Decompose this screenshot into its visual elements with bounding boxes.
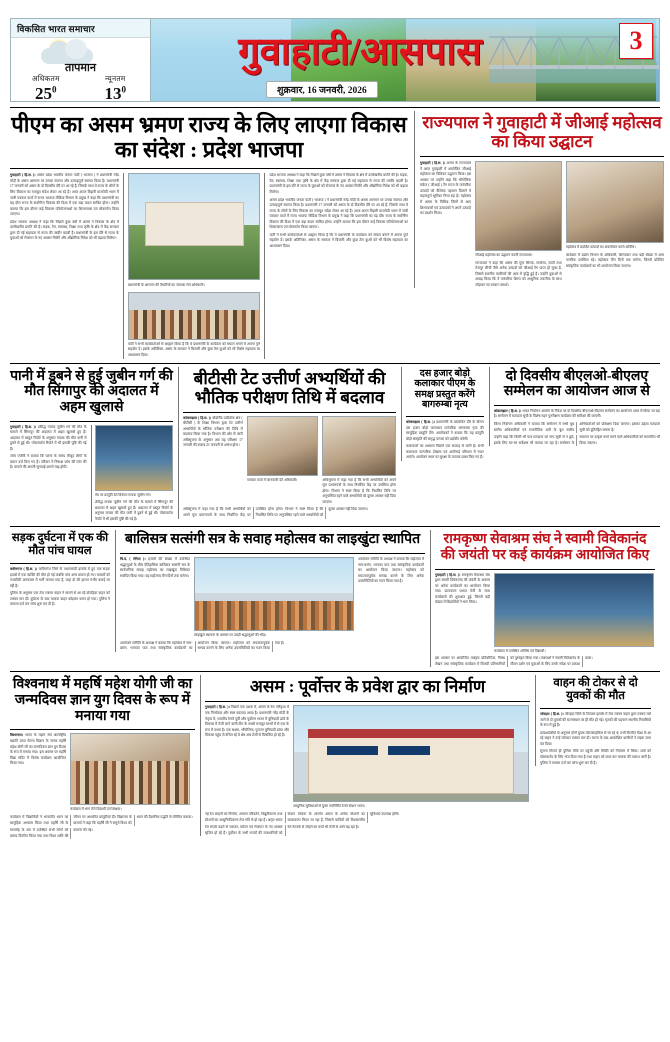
lead-headline: पीएम का असम भ्रमण राज्य के लिए लाएगा विकास का संदेश : प्रदेश भाजपा bbox=[11, 112, 407, 162]
tier2-d-rule bbox=[494, 405, 660, 406]
tier2-a-photo bbox=[95, 425, 173, 491]
tier4-b-headline: असम : पूर्वोत्तर के प्रवेश द्वार का निर्माण bbox=[249, 677, 486, 697]
tier3-b-col-1 bbox=[120, 557, 190, 639]
lead-col-3 bbox=[264, 173, 408, 358]
lead-photo-1-caption: प्रधानमंत्री के आगमन की तैयारियों का जायजा लेते अधिकारी। bbox=[127, 283, 205, 288]
tier3-c-headline: रामकृष्ण सेवाश्रम संघ ने स्वामी विवेकानंद की जयंती पर कई कार्यक्रम आयोजित किए bbox=[440, 532, 650, 563]
tier3-c-col-2 bbox=[494, 573, 654, 655]
tier2-d-text-3: उन्होंने कहा कि किसी भी पात्र मतदाता का नाम सूची से न छूटे, इसके लिए घर-घर सर्वेक्षण भी कराया जा रहा है। सम्मेलन के समापन पर उत्कृष्ट कार्य करने वाले अधिकारियों को सम्मानित भी किया जाएगा। bbox=[493, 435, 660, 445]
newspaper-page bbox=[0, 18, 670, 1042]
lead-col-1 bbox=[10, 173, 119, 358]
tier3-c-text-2: इस अवसर पर आयोजित वक्तृत्व प्रतियोगिता, निबंध लेखन तथा सांस्कृतिक कार्यक्रम में विजयी प्रतिभागियों को पुरस्कृत किया गया। वक्ताओं ने स्वामी विवेकानंद के जीवन दर्शन एवं युवाओं के लिए उनके संदेश पर प्रकाश डाला। bbox=[435, 656, 593, 666]
lead-photo-2 bbox=[128, 292, 261, 340]
min-temp-block bbox=[81, 74, 151, 102]
tier3-b-body bbox=[120, 557, 425, 639]
tier2-a-text-2: जांच एजेंसी ने बताया कि घटना के समय मौजूद लोगों के बयान दर्ज किए गए हैं। परिवार ने निष्पक्ष जांच की मांग की है। मामले की अगली सुनवाई अगले माह होगी। bbox=[10, 454, 87, 470]
issue-date: शुक्रवार, 16 जनवरी, 2026 bbox=[266, 81, 378, 98]
lead-body-region bbox=[10, 173, 408, 358]
tier2-b-col-3 bbox=[322, 416, 396, 506]
tier2-a-text-3: प्रसिद्ध गायक जुबीन गर्ग की मौत के मामले में सिंगापुर की अदालत में अहम खुलासे हुए हैं। अदालत में प्रस्तुत रिपोर्ट के अनुसार गायक की मौत पानी में डूबने से हुई थी। पोस्टमार्टम रिपोर्ट में भी इसकी पुष्टि की गई है। bbox=[94, 500, 173, 521]
lead-text-1: असम प्रदेश भारतीय जनता पार्टी ( भाजपा ) ने प्रधानमंत्री नरेंद्र मोदी के असम आगमन पर उनका स्वागत और उत्साहपूर्ण स्वागत किया है। प्रधानमंत्री 17 जनवरी को असम के दो दिवसीय दौरे पर आ रहे हैं, जिसके साथ ये राज्य के लोगों के लिए विकास का मजबूत संदेश लेकर आ रहे हैं। आज अटल बिहारी वाजपेयी भवन में जारी पत्रकार वार्ता में राज्य भाजपा मीडिया विभाग के प्रमुख ने कहा कि प्रधानमंत्री का यह दौरा राज्य के सर्वांगीण विकास की दिशा में एक बड़ा कदम साबित होगा। उन्होंने बताया कि इस दौरान कई विकास परियोजनाओं का शिलान्यास एवं लोकार्पण किया जाएगा। bbox=[10, 173, 119, 217]
tier4-c-rule bbox=[540, 708, 651, 709]
tier3-b-text-1: हजारों की संख्या में उपस्थित श्रद्धालुओं के बीच ऐतिहासिक बालिसत्र सत्संगी सत्र के सार्वजनिक सवाह महोत्सव का लाइखुंटा विधिवत स्थापित किया गया। यह महोत्सव तीन दिनों तक चलेगा। bbox=[120, 557, 190, 578]
max-temp-degree: 0 bbox=[52, 84, 57, 95]
lead-headline-rule bbox=[10, 168, 408, 169]
tier2-d-text-2: जिला निर्वाचन अधिकारी ने बताया कि सम्मेलन में सभी बूथ स्तरीय अधिकारियों एवं राजनीतिक दलों के बूथ स्तरीय अभिकर्ताओं को प्रशिक्षण दिया जाएगा। इसका उद्देश्य मतदाता सूची को त्रुटिरहित बनाना है। bbox=[493, 421, 660, 432]
tier3-c-body bbox=[435, 573, 655, 655]
tier2-c-text-2: कलाकारों का अभ्यास पिछले एक सप्ताह से जारी है। सभी कलाकार पारंपरिक डोखना एवं आरोनाई परिधान में नजर आएंगे। आयोजन स्थल पर सुरक्षा के व्यापक प्रबंध किए गए हैं। bbox=[406, 444, 484, 460]
tier3-b-text-3: आयोजन समिति के अध्यक्ष ने बताया कि महोत्सव में नाम-प्रसंग, भागवत पाठ तथा सांस्कृतिक कार्यक्रमों का आयोजन किया जाएगा। महोत्सव को सफलतापूर्वक सम्पन्न कराने के लिए अनेक उपसमितियों का गठन किया गया है। bbox=[120, 640, 285, 651]
tier4-a-text-3: समारोह के अंत में उपस्थित सभी लोगों को प्रसाद वितरित किया गया तथा विश्व शांति की कामना की गई। bbox=[10, 828, 93, 838]
tier2-a-col-2 bbox=[91, 425, 173, 523]
tier4-story-c bbox=[535, 675, 651, 766]
tier4-a-body bbox=[10, 733, 195, 813]
tier3-c-rule bbox=[435, 569, 655, 570]
weather-widget bbox=[11, 19, 151, 101]
tier4-a-text-1: भारत के महान संत अंतर्राष्ट्रीय ख्याति प्राप्त चेतना विज्ञान के जनक महर्षि महेश योगी जी का जन्मदिवस ज्ञान युग दिवस के रूप में मनाया गया। इस अवसर पर महर्षि विद्या मंदिर में विशेष कार्यक्रम आयोजित किया गया। bbox=[10, 733, 66, 766]
min-temp-value bbox=[81, 85, 151, 102]
tier2-a-rule bbox=[10, 421, 173, 422]
tier2-b-rule bbox=[183, 412, 396, 413]
tier4-a-col-2 bbox=[70, 733, 190, 813]
lead-text-4: प्रदेश भाजपा अध्यक्ष ने कहा कि पिछले कुछ वर्षों में असम ने विकास के क्षेत्र में उल्लेखनीय प्रगति की है। सड़क, रेल, स्वास्थ्य, शिक्षा तथा कृषि के क्षेत्र में केंद्र सरकार द्वारा दी गई सहायता से राज्य की तस्वीर बदली है। प्रधानमंत्री के इस दौरे से राज्य के युवाओं को रोजगार के नए अवसर मिलेंगे और औद्योगिक निवेश को भी बढ़ावा मिलेगा। bbox=[269, 173, 409, 194]
tier3-b-dateline: चि.दं. ( रंगिया )। bbox=[120, 557, 146, 561]
tier4-c-text-2: प्रत्यक्षदर्शियों के अनुसार दोनों युवक मोटरसाइकिल से जा रहे थे, तभी विपरीत दिशा से आ रहे वाहन ने उन्हें जोरदार टक्कर मार दी। घटना के बाद आक्रोशित ग्रामीणों ने सड़क जाम कर दिया। bbox=[540, 730, 651, 746]
tier3-b-text-2: आयोजन समिति के अध्यक्ष ने बताया कि महोत्सव में नाम-प्रसंग, भागवत पाठ तथा सांस्कृतिक कार्यक्रमों का आयोजन किया जाएगा। महोत्सव को सफलतापूर्वक सम्पन्न कराने के लिए अनेक उपसमितियों का गठन किया गया है। bbox=[358, 557, 424, 584]
tier4-b-col-2 bbox=[293, 705, 529, 810]
min-temp-degree: 0 bbox=[121, 84, 126, 95]
tier3-a-dateline: करीमगंज ( हि.स. )। bbox=[10, 567, 38, 572]
tier2-d-headline: दो दिवसीय बीएलओ-बीएलए सम्मेलन का आयोजन आज से bbox=[503, 368, 650, 400]
tier3-b-photo-caption: लाइखुंटा स्थापना के अवसर पर उमड़ी श्रद्धालुओं की भीड़। bbox=[194, 633, 267, 637]
tier3-a-rule bbox=[10, 563, 110, 564]
tier4-b-col-1 bbox=[205, 705, 289, 810]
masthead bbox=[10, 18, 660, 102]
tier2-b-photo-1 bbox=[247, 416, 319, 476]
tier4-b-photo-caption: आधुनिक सुविधाओं से युक्त नवनिर्मित रेलवे स्टेशन भवन। bbox=[293, 804, 365, 809]
tier3-divider bbox=[10, 671, 660, 672]
lead-photo-1 bbox=[128, 173, 261, 280]
tier4-region bbox=[0, 675, 670, 839]
page-number-badge: 3 bbox=[619, 23, 653, 59]
tier4-a-col-1 bbox=[10, 733, 66, 813]
tier3-c-photo-caption: कार्यक्रम में उपस्थित अतिथि एवं विद्यार्थी। bbox=[494, 648, 546, 653]
max-temp-block bbox=[11, 74, 81, 102]
tier4-a-dateline: विश्वनाथ। bbox=[10, 733, 24, 738]
tier2-a-body bbox=[10, 425, 173, 523]
tier2-b-photo-caption: पत्रकार वार्ता में जानकारी देते अधिकारी। bbox=[246, 477, 298, 482]
tier3-b-headline: बालिसत्र सत्संगी सत्र के सवाह महोत्सव का लाइखुंटा स्थापित bbox=[124, 532, 421, 548]
max-temp-value bbox=[11, 85, 81, 102]
min-temp-number: 13 bbox=[104, 84, 122, 102]
tier4-c-headline: वाहन की टोकर से दो युवकों की मौत bbox=[553, 677, 638, 703]
tier2-a-dateline: गुवाहाटी ( हि.स. )। bbox=[10, 424, 37, 429]
governor-text-2: राज्यपाल ने कहा कि असम की मुगा सिल्क, गामोसा, जापी तथा तेजपुर लीची जैसे अनेक उत्पादों को जीआई टैग प्राप्त हो चुका है, जिससे स्थानीय कारीगरों की आय में वृद्धि हुई है। उन्होंने युवाओं से आग्रह किया कि वे पारंपरिक शिल्प को आधुनिक तकनीक के साथ जोड़कर नए बाजार तलाशें। bbox=[475, 260, 562, 287]
tier2-story-a bbox=[10, 367, 173, 523]
tier4-a-rule bbox=[10, 729, 195, 730]
tier4-b-dateline: गुवाहाटी ( हि.स. )। bbox=[205, 705, 230, 710]
tier3-story-b bbox=[115, 530, 425, 651]
governor-paragraph-1 bbox=[420, 161, 471, 217]
lead-text-2: प्रदेश भाजपा अध्यक्ष ने कहा कि पिछले कुछ वर्षों में असम ने विकास के क्षेत्र में उल्लेखनीय प्रगति की है। सड़क, रेल, स्वास्थ्य, शिक्षा तथा कृषि के क्षेत्र में केंद्र सरकार द्वारा दी गई सहायता से राज्य की तस्वीर बदली है। प्रधानमंत्री के इस दौरे से राज्य के युवाओं को रोजगार के नए अवसर मिलेंगे और औद्योगिक निवेश को भी बढ़ावा मिलेगा। bbox=[10, 219, 119, 241]
governor-headline: राज्यपाल ने गुवाहाटी में जीआई महोत्सव का किया उद्घाटन bbox=[422, 113, 662, 152]
tier4-story-b bbox=[200, 675, 530, 836]
temperature-label: तापमान bbox=[65, 62, 96, 74]
tier3-a-text-2: पुलिस के अनुसार एक तेज रफ्तार वाहन ने सामने से आ रहे दोपहिया वाहन को टक्कर मार दी। दुर्घटना के बाद चालक वाहन छोड़कर फरार हो गया। पुलिस ने मामला दर्ज कर जांच शुरू कर दी है। bbox=[10, 591, 110, 607]
tier1-divider bbox=[10, 363, 660, 364]
governor-col-1 bbox=[420, 161, 471, 288]
tier2-story-d bbox=[489, 367, 660, 447]
lead-text-6: पार्टी ने सभी कार्यकर्ताओं से आह्वान किया है कि वे प्रधानमंत्री के कार्यक्रम को सफल बनाने में अपना पूर्ण सहयोग दें। इसके अतिरिक्त, असम के सरकार ने बिजली और कुछ तेल कुओं को भी विशेष सहायता का आश्वासन दिया। bbox=[269, 232, 409, 248]
governor-col-3 bbox=[566, 161, 664, 288]
governor-photo-1-caption: जीआई महोत्सव का उद्घाटन करतीं राज्यपाल। bbox=[475, 253, 533, 258]
tier3-c-col-1 bbox=[435, 573, 490, 655]
tier2-c-headline: दस हजार बोड़ो कलाकार पीएम के समक्ष प्रस्तुत करेंगे बागरुम्बा नृत्य bbox=[414, 368, 476, 411]
tier2-region bbox=[0, 367, 670, 523]
lead-dateline: गुवाहाटी ( हि.स. )। bbox=[10, 173, 36, 178]
governor-photo-1 bbox=[475, 161, 562, 251]
tier2-c-rule bbox=[406, 416, 484, 417]
tier3-b-col-2 bbox=[194, 557, 354, 639]
tier4-a-headline: विश्वनाथ में महर्षि महेश योगी जी का जन्मदिवस ज्ञान युग दिवस के रूप में मनाया गया bbox=[12, 677, 193, 724]
max-temp-label: अधिकतम bbox=[31, 74, 60, 83]
masthead-divider bbox=[10, 107, 660, 108]
governor-photo-2 bbox=[566, 161, 664, 243]
tier4-a-photo-caption: कार्यक्रम में भाग लेते विद्यार्थी एवं शिक्षक। bbox=[70, 807, 122, 812]
tier3-story-c bbox=[430, 530, 655, 667]
tier4-b-rule bbox=[205, 701, 530, 702]
tier2-b-dateline: कोकराझार ( हि.स. )। bbox=[183, 415, 212, 420]
tier4-a-text-2: कार्यक्रम में विद्यार्थियों ने भावातीत ध्यान का सामूहिक अभ्यास किया तथा महर्षि जी के जीवन पर आधारित प्रस्तुतियां दीं। विद्यालय के प्राचार्य ने कहा कि महर्षि जी ने समूचे विश्व को ध्यान की वैज्ञानिक पद्धति से परिचित कराया। bbox=[10, 814, 193, 825]
max-temp-number: 25 bbox=[35, 84, 52, 102]
tier2-story-b bbox=[178, 367, 396, 519]
tier2-a-headline: पानी में डूबने से हुई जुबीन गर्ग की मौत सिंगापुर की अदालत में अहम खुलासे bbox=[10, 368, 173, 415]
lead-text-5: असम प्रदेश भारतीय जनता पार्टी ( भाजपा ) ने प्रधानमंत्री नरेंद्र मोदी के असम आगमन पर उनका स्वागत और उत्साहपूर्ण स्वागत किया है। प्रधानमंत्री 17 जनवरी को असम के दो दिवसीय दौरे पर आ रहे हैं, जिसके साथ ये राज्य के लोगों के लिए विकास का मजबूत संदेश लेकर आ रहे हैं। आज अटल बिहारी वाजपेयी भवन में जारी पत्रकार वार्ता में राज्य भाजपा मीडिया विभाग के प्रमुख ने कहा कि प्रधानमंत्री का यह दौरा राज्य के सर्वांगीण विकास की दिशा में एक बड़ा कदम साबित होगा। उन्होंने बताया कि इस दौरान कई विकास परियोजनाओं का शिलान्यास एवं लोकार्पण किया जाएगा। bbox=[269, 197, 409, 230]
governor-body-region bbox=[420, 161, 664, 288]
tier3-c-text-1: रामकृष्ण सेवाश्रम संघ द्वारा स्वामी विवेकानंद की जयंती के अवसर पर अनेक कार्यक्रमों का आयोजन किया गया। प्रातःकाल प्रभात फेरी के साथ कार्यक्रमों की शुरुआत हुई, जिसमें बड़ी संख्या में विद्यार्थियों ने भाग लिया। bbox=[435, 572, 490, 605]
tier2-a-col-1 bbox=[10, 425, 87, 523]
tier4-b-text-3: रेल संपर्क बढ़ने से व्यापार, पर्यटन एवं रोजगार के नए अवसर सृजित हो रहे हैं। पूर्वोत्तर के सभी राज्यों की राजधानियों को रेल नेटवर्क से जोड़ने का कार्य भी तेजी से आगे बढ़ रहा है। bbox=[205, 825, 360, 835]
tier2-b-headline: बीटीसी टेट उत्तीर्ण अभ्यर्थियों की भौतिक परीक्षण तिथि में बदलाव bbox=[193, 368, 386, 407]
tier3-b-rule bbox=[120, 553, 425, 554]
lead-col-2 bbox=[123, 173, 261, 358]
governor-headline-rule bbox=[420, 156, 664, 157]
governor-text-3: कार्यक्रम में उद्योग विभाग के अधिकारी, शिल्पकार तथा बड़ी संख्या में आम नागरिक उपस्थित रहे। महोत्सव तीन दिनों तक चलेगा, जिसमें प्रतिदिन सांस्कृतिक कार्यक्रमों का भी आयोजन किया जाएगा। bbox=[565, 252, 664, 268]
tier3-a-text-1: करीमगंज जिले के पथारकांदी इलाके में हुए एक सड़क हादसे में एक व्यक्ति की मौत हो गई जबकि पांच अन्य घायल हो गए। घायलों को नजदीकी अस्पताल में भर्ती कराया गया है, जहां दो की हालत गंभीर बताई जा रही है। bbox=[10, 567, 110, 588]
tier3-c-photo bbox=[494, 573, 654, 647]
tier2-b-col-2 bbox=[247, 416, 319, 506]
governor-photo-2-caption: महोत्सव में प्रदर्शित उत्पादों का अवलोकन करते अतिथि। bbox=[565, 245, 636, 250]
tier2-a-photo-caption: मंच पर प्रस्तुति देते दिवंगत गायक जुबीन गर्ग। bbox=[94, 492, 151, 497]
tier2-b-text-2: अधिसूचना में कहा गया है कि सभी अभ्यर्थियों को अपने मूल प्रमाणपत्रों के साथ निर्धारित केंद्र पर उपस्थित होना होगा। विभाग ने स्पष्ट किया है कि निर्धारित तिथि पर अनुपस्थित रहने वाले अभ्यर्थियों को दूसरा अवसर नहीं दिया जाएगा। bbox=[322, 477, 396, 504]
tier3-a-headline: सड़क दुर्घटना में एक की मौत पांच घायल bbox=[11, 532, 109, 558]
tier3-c-dateline: गुवाहाटी ( हि.स. )। bbox=[435, 572, 461, 577]
governor-text-1: असम के राज्यपाल ने आज गुवाहाटी में आयोजित जीआई महोत्सव का विधिवत उद्घाटन किया। इस अवसर पर उन्होंने कहा कि भौगोलिक संकेत ( जीआई ) टैग राज्य के पारंपरिक उत्पादों को वैश्विक पहचान दिलाने में महत्वपूर्ण भूमिका निभा रहा है। महोत्सव में असम के विभिन्न जिलों से आए शिल्पकारों एवं उत्पादकों ने अपने उत्पादों का प्रदर्शन किया। bbox=[420, 161, 472, 216]
tier4-c-text-1: जोरहाट जिले के टिटाबर इलाके में तेज रफ्तार वाहन द्वारा टक्कर मारे जाने से दो युवकों की घटनास्थल पर ही मौत हो गई। मृतकों की पहचान स्थानीय निवासियों के रूप में हुई है। bbox=[540, 712, 651, 728]
tier3-story-a bbox=[10, 530, 110, 608]
tier2-d-dateline: कोकराझार ( हि.स. )। bbox=[493, 408, 522, 413]
min-temp-label: न्यूनतम bbox=[105, 74, 126, 83]
governor-dateline: गुवाहाटी ( हि.स. )। bbox=[420, 161, 446, 166]
tier4-b-photo bbox=[293, 705, 529, 802]
tier4-story-a bbox=[10, 675, 195, 839]
tier2-b-photo-2 bbox=[322, 416, 396, 476]
governor-story bbox=[414, 111, 664, 288]
tier2-c-text-1: प्रधानमंत्री के प्रस्तावित दौरे के दौरान दस हजार बोड़ो कलाकार पारंपरिक बागरुम्बा नृत्य की सामूहिक प्रस्तुति देंगे। आयोजकों ने बताया कि यह प्रस्तुति बोड़ो संस्कृति की समृद्ध परंपरा को प्रदर्शित करेगी। bbox=[406, 420, 484, 441]
tier4-b-text-1: पिछले एक दशक में, असम के रेल परिदृश्य में एक निर्णायक और स्पष्ट बदलाव आया है। प्रधानमंत्री नरेंद्र मोदी के नेतृत्व में, भारतीय रेलवे पूर्वी और पूर्वोत्तर भारत में बुनियादी ढांचे के विकास में तेजी लाने वाली टीम के सबसे मजबूत स्तंभों में से एक के रूप में उभरा है। एक सक्षम, भौगोलिक, पुरातन बुनियादी ढांचा और विकास पहुंच से वंचित रहे ये क्षेत्र अब तेजी से विकसित हो रहे हैं। bbox=[205, 705, 289, 738]
tier2-b-col-1 bbox=[183, 416, 243, 506]
tier4-c-text-3: सूचना मिलते ही पुलिस मौके पर पहुंची और स्थिति को नियंत्रण में लिया। शवों को पोस्टमार्टम के लिए भेज दिया गया है तथा वाहन को जब्त कर चालक की तलाश जारी है। पुलिस ने मामला दर्ज कर जांच शुरू कर दी है। bbox=[540, 749, 651, 765]
tier2-c-dateline: कोकराझार ( हि.स. )। bbox=[406, 420, 435, 424]
brand-tagline: विकसित भारत समाचार bbox=[11, 19, 150, 38]
tier1-region bbox=[0, 111, 670, 359]
tier2-divider bbox=[10, 526, 660, 527]
tier3-b-photo bbox=[194, 557, 354, 631]
tier4-c-dateline: जोरहाट ( हि.स. )। bbox=[540, 712, 564, 717]
tier3-b-col-3 bbox=[358, 557, 424, 639]
tier4-b-body bbox=[205, 705, 530, 810]
lead-text-3: पार्टी ने सभी कार्यकर्ताओं से आह्वान किया है कि वे प्रधानमंत्री के कार्यक्रम को सफल बनाने में अपना पूर्ण सहयोग दें। इसके अतिरिक्त, असम के सरकार ने बिजली और कुछ तेल कुओं को भी विशेष सहायता का आश्वासन दिया। bbox=[127, 341, 261, 357]
tier4-b-text-2: नई रेल लाइनों का निर्माण, आमान परिवर्तन, विद्युतीकरण तथा स्टेशनों का आधुनिकीकरण तेज गति से हो रहा है। अमृत भारत स्टेशन योजना के अंतर्गत असम के अनेक स्टेशनों का कायाकल्प किया जा रहा है, जिससे यात्रियों को विश्वस्तरीय सुविधाएं उपलब्ध होंगी। bbox=[205, 811, 400, 822]
tier2-a-text-1: प्रसिद्ध गायक जुबीन गर्ग की मौत के मामले में सिंगापुर की अदालत में अहम खुलासे हुए हैं। अदालत में प्रस्तुत रिपोर्ट के अनुसार गायक की मौत पानी में डूबने से हुई थी। पोस्टमार्टम रिपोर्ट में भी इसकी पुष्टि की गई है। bbox=[10, 424, 87, 451]
tier2-d-text-1: भारत निर्वाचन आयोग के निर्देश पर दो दिवसीय बीएलओ-बीएलए सम्मेलन का आयोजन आज से किया जा रहा है। सम्मेलन में मतदाता सूची के विशेष गहन पुनरीक्षण कार्यक्रम की समीक्षा की जाएगी। bbox=[493, 408, 660, 419]
publication-logo: गुवाहाटी/आसपास bbox=[238, 31, 482, 73]
tier4-a-photo bbox=[70, 733, 190, 805]
tier2-story-c bbox=[401, 367, 484, 461]
lead-paragraph-1 bbox=[10, 173, 119, 218]
tier2-b-text-3: अधिसूचना में कहा गया है कि सभी अभ्यर्थियों को अपने मूल प्रमाणपत्रों के साथ निर्धारित केंद्र पर उपस्थित होना होगा। विभाग ने स्पष्ट किया है कि निर्धारित तिथि पर अनुपस्थित रहने वाले अभ्यर्थियों को दूसरा अवसर नहीं दिया जाएगा। bbox=[183, 507, 368, 517]
tier3-region bbox=[0, 530, 670, 667]
lead-story bbox=[10, 111, 408, 359]
tier2-b-body bbox=[183, 416, 396, 506]
governor-col-2 bbox=[475, 161, 562, 288]
tier2-b-text-1: बोडोलैंड प्रादेशिक क्षेत्र ( बीटीसी ) के शिक्षा विभाग द्वारा टेट उत्तीर्ण अभ्यर्थियों के भौतिक परीक्षण की तिथि में बदलाव किया गया है। विभाग की ओर से जारी अधिसूचना के अनुसार अब यह परीक्षण 17 जनवरी की बजाय 21 जनवरी से आरंभ होगा। bbox=[183, 415, 243, 448]
masthead-photo-bridge bbox=[656, 19, 659, 101]
